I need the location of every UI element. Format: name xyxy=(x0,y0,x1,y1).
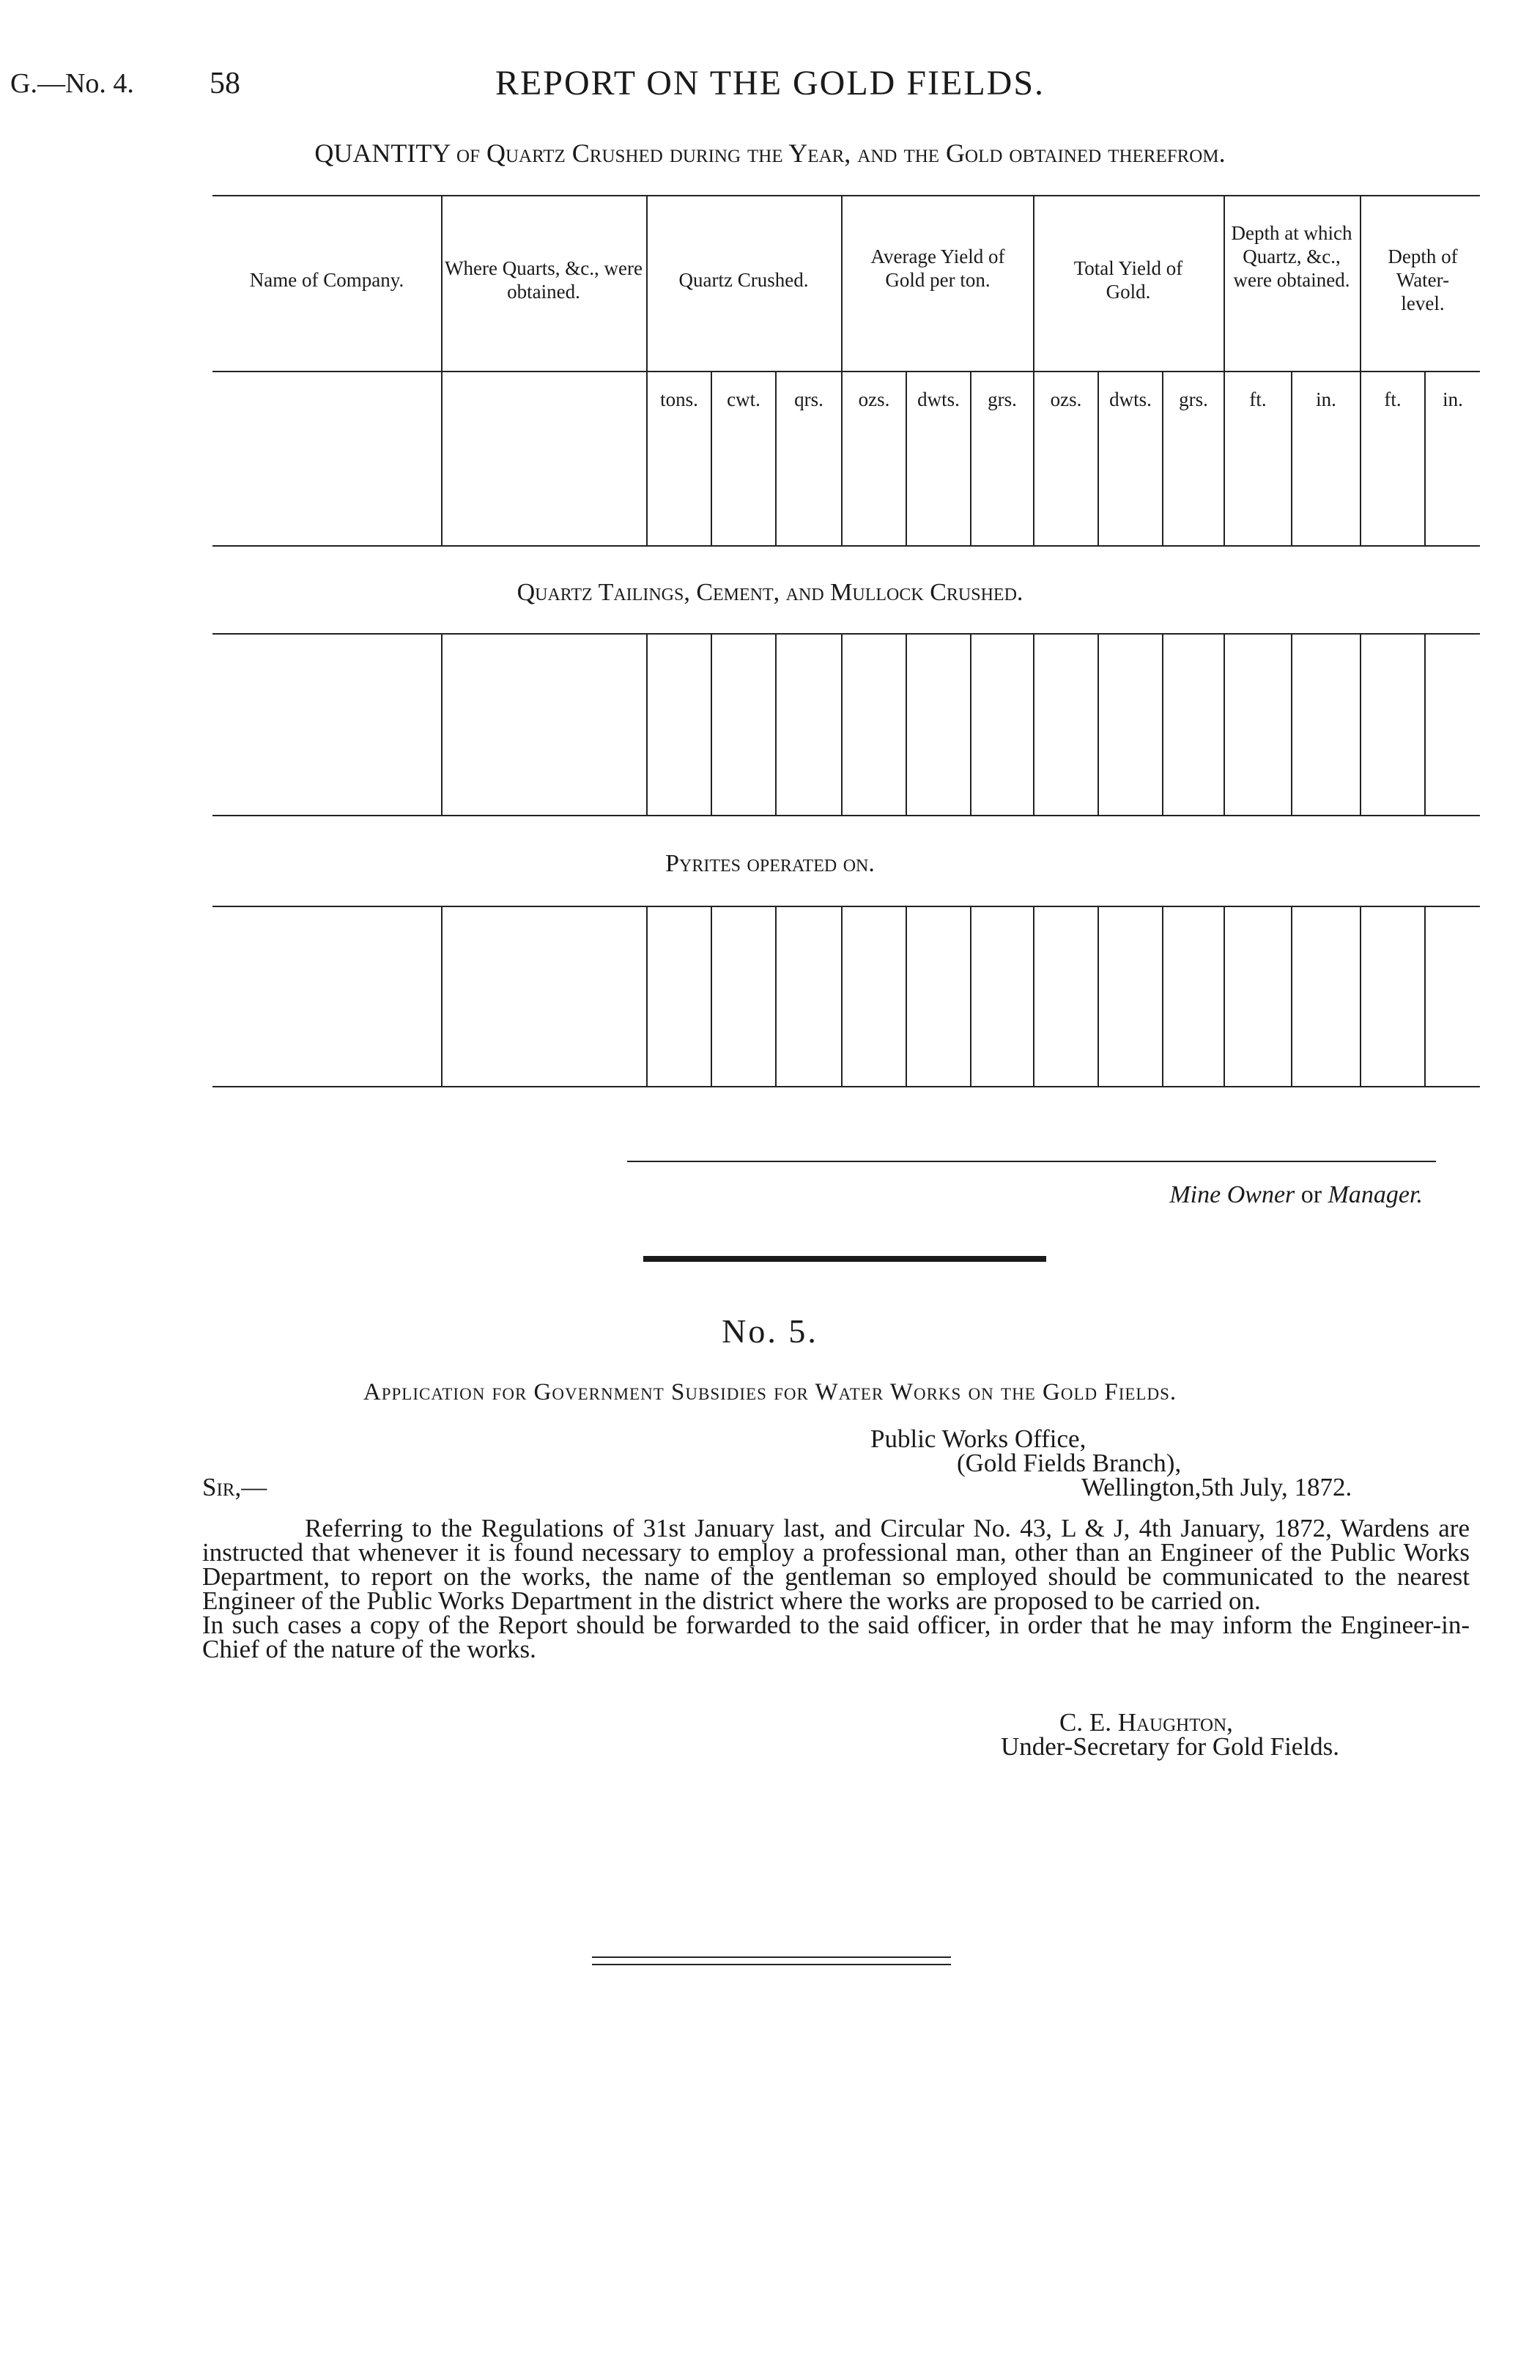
unit-label: dwts. xyxy=(917,388,960,410)
body-paragraph-1: Referring to the Regulations of 31st January last, and Circular No. 43, L & J, 4th January, 1872, Wardens are instructed that whenever it is found necessary to employ a professional man, other than an Engineer of the Public Works Department, to report on the works, the name of the gentleman so employed should be communicated to the nearest Engineer of the Public Works Department in the district where the works are proposed to be carried on. xyxy=(202,1514,1470,1615)
salutation: Sir,— xyxy=(202,1473,267,1501)
col-divider xyxy=(441,195,443,545)
unit-divider xyxy=(775,633,777,815)
circular-title: Application for Government Subsidies for Water Works on the Gold Fields. xyxy=(363,1379,1177,1405)
unit-label: ft. xyxy=(1384,388,1402,410)
unit-divider xyxy=(906,906,907,1086)
unit-divider xyxy=(970,633,971,815)
col-divider xyxy=(646,633,648,815)
col-divider xyxy=(1224,906,1225,1086)
page-title: REPORT ON THE GOLD FIELDS. xyxy=(495,64,1045,103)
section-title-pyrites: Pyrites operated on. xyxy=(665,850,875,877)
col-header-average-yield: Average Yield of Gold per ton. xyxy=(870,245,1005,291)
unit-divider xyxy=(711,906,712,1086)
col-divider xyxy=(1033,906,1034,1086)
col-header-quartz-crushed: Quartz Crushed. xyxy=(678,269,809,291)
col-header-where-obtained: Where Quarts, &c., were obtained. xyxy=(445,257,643,303)
col-header-total-yield: Total Yield of Gold. xyxy=(1073,257,1183,303)
col-divider xyxy=(841,906,843,1086)
unit-divider xyxy=(970,906,971,1086)
table-title: QUANTITY of Quartz Crushed during the Year, and the Gold obtained therefrom. xyxy=(314,138,1226,168)
col-divider xyxy=(1224,633,1225,815)
col-divider xyxy=(1360,633,1361,815)
address-line-1: Public Works Office, xyxy=(870,1424,1086,1453)
signature-caption-or: or xyxy=(1300,1181,1322,1208)
unit-label: in. xyxy=(1316,388,1336,410)
col-divider xyxy=(441,633,443,815)
col-divider xyxy=(841,633,843,815)
unit-divider xyxy=(1097,906,1099,1086)
col-divider xyxy=(441,906,443,1086)
col-divider xyxy=(841,195,843,545)
section-separator xyxy=(643,1256,1046,1262)
col-divider xyxy=(646,195,648,545)
unit-label: tons. xyxy=(660,388,698,410)
table-top-rule xyxy=(212,195,1480,196)
unit-label: ft. xyxy=(1249,388,1267,410)
unit-divider xyxy=(906,633,907,815)
letter-body xyxy=(202,1516,1470,1661)
unit-divider xyxy=(1162,906,1163,1086)
unit-divider xyxy=(1162,633,1163,815)
section2-top-rule xyxy=(212,633,1480,635)
address-line-2: (Gold Fields Branch), xyxy=(957,1449,1182,1477)
body-paragraph-2: In such cases a copy of the Report should be forwarded to the said officer, in order that he may inform the Engineer-in-Chief of the nature of the works. xyxy=(202,1611,1470,1663)
section1-bottom-rule xyxy=(212,545,1480,547)
section-title-tailings: Quartz Tailings, Cement, and Mullock Crushed. xyxy=(517,579,1023,606)
unit-label: grs. xyxy=(988,388,1017,410)
document-reference: G.—No. 4. xyxy=(10,68,134,99)
closing-rule-top xyxy=(592,1956,951,1958)
unit-divider xyxy=(775,906,777,1086)
signature-caption-owner: Mine Owner xyxy=(1169,1181,1295,1208)
unit-divider xyxy=(1424,633,1426,815)
section3-bottom-rule xyxy=(212,1086,1480,1087)
unit-divider xyxy=(1097,633,1099,815)
unit-label: ozs. xyxy=(858,388,890,410)
col-header-company: Name of Company. xyxy=(249,269,404,291)
col-divider xyxy=(646,906,648,1086)
signatory-name: C. E. Haughton, xyxy=(1059,1708,1233,1737)
unit-label: dwts. xyxy=(1109,388,1152,410)
unit-divider xyxy=(1424,906,1426,1086)
signature-line xyxy=(627,1161,1436,1162)
section3-top-rule xyxy=(212,906,1480,907)
signatory-title: Under-Secretary for Gold Fields. xyxy=(1001,1732,1339,1761)
col-header-depth-obtained: Depth at which Quartz, &c., were obtained. xyxy=(1231,222,1352,291)
address-line-3: Wellington,5th July, 1872. xyxy=(1081,1473,1352,1501)
unit-label: qrs. xyxy=(794,388,823,410)
unit-divider xyxy=(1291,633,1292,815)
col-divider xyxy=(1033,195,1034,545)
col-divider xyxy=(1360,906,1361,1086)
col-header-water-level: Depth of Water-level. xyxy=(1388,245,1458,314)
closing-rule-bottom xyxy=(592,1964,951,1965)
signature-caption xyxy=(1169,1181,1423,1209)
unit-label: in. xyxy=(1443,388,1463,410)
col-divider xyxy=(1360,195,1361,545)
page-number: 58 xyxy=(210,67,240,100)
unit-label: cwt. xyxy=(727,388,760,410)
unit-label: ozs. xyxy=(1050,388,1082,410)
unit-divider xyxy=(711,633,712,815)
unit-label: grs. xyxy=(1179,388,1208,410)
signature-caption-manager: Manager. xyxy=(1328,1181,1423,1208)
col-divider xyxy=(1033,633,1034,815)
section2-bottom-rule xyxy=(212,815,1480,816)
circular-number: No. 5. xyxy=(722,1312,818,1350)
header-bottom-rule xyxy=(212,371,1480,372)
unit-divider xyxy=(1291,906,1292,1086)
